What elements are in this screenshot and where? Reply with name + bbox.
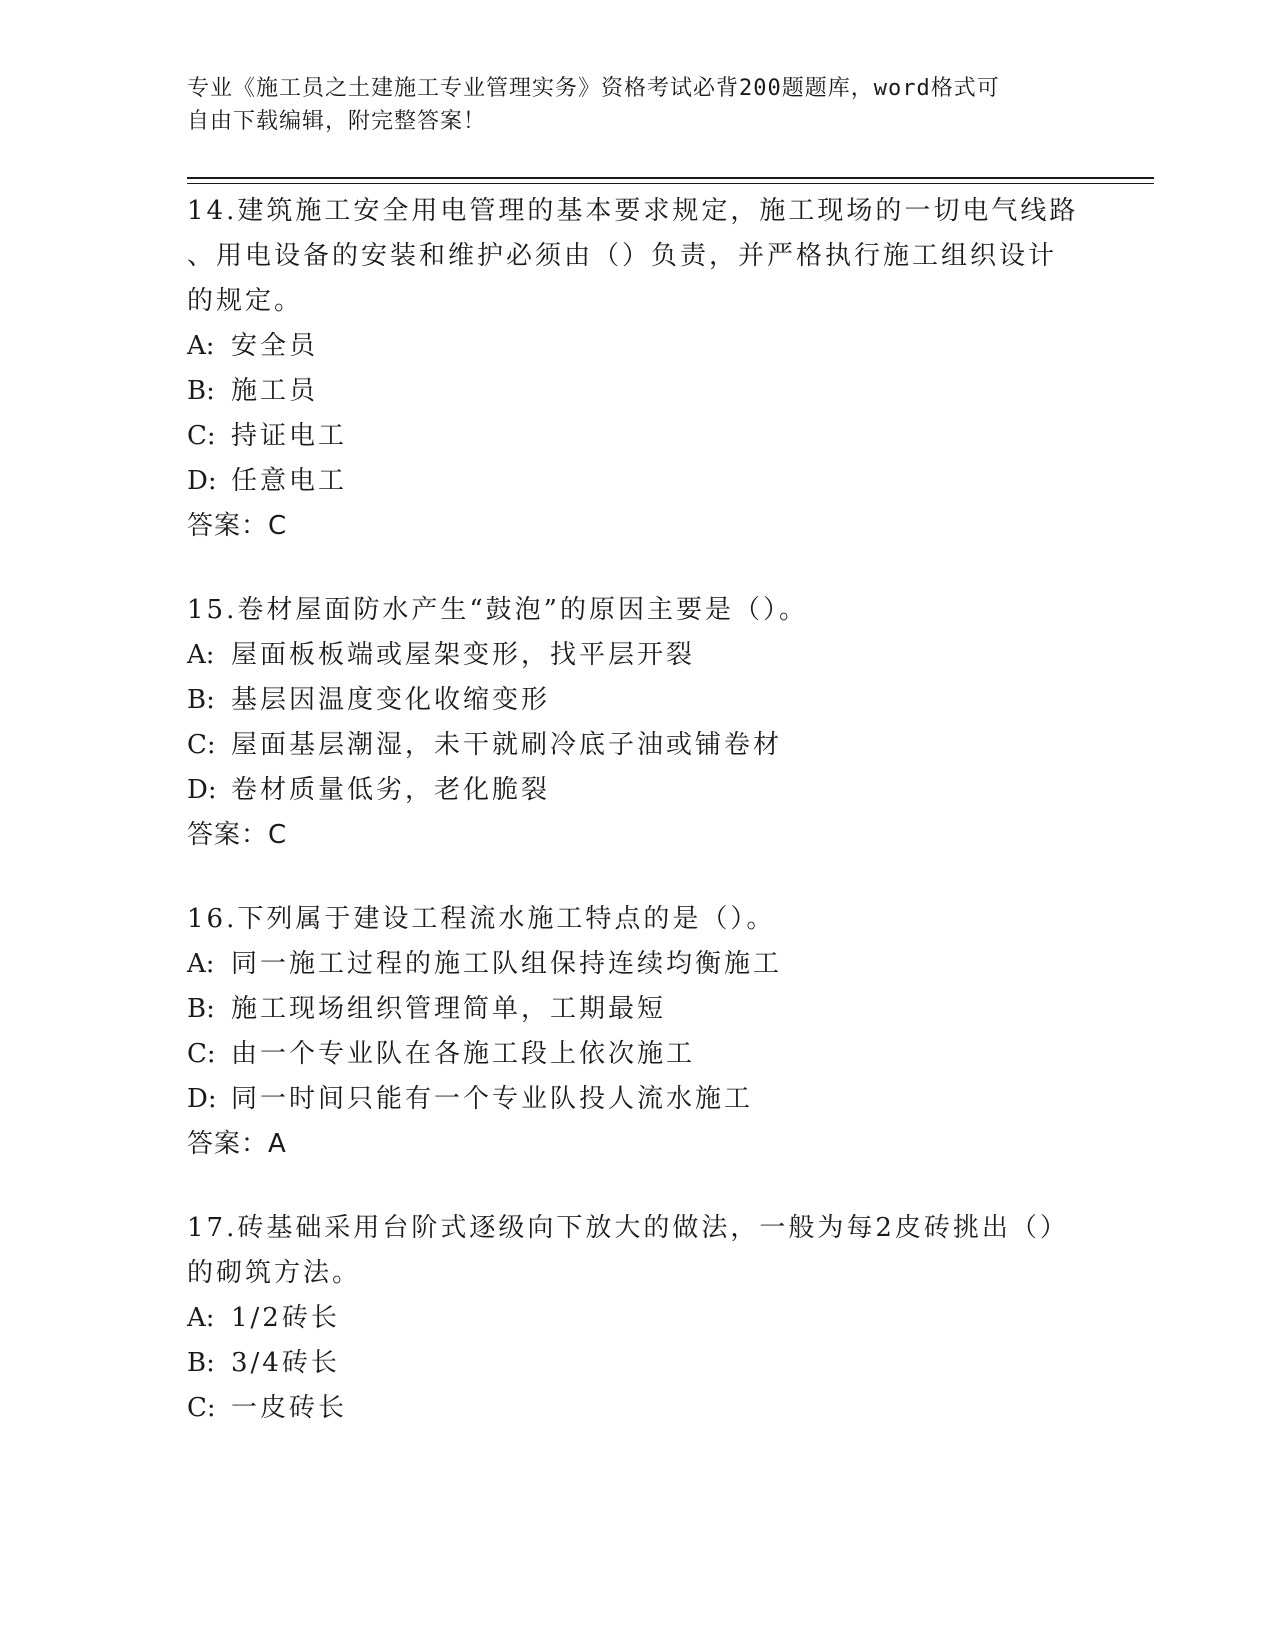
option-b (187, 678, 1087, 723)
question-14 (187, 189, 1087, 549)
option-text: 同一施工过程的施工队组保持连续均衡施工 (231, 949, 783, 979)
document-header (187, 72, 1067, 138)
question-text (187, 897, 1087, 942)
header-divider-thick (187, 177, 1154, 179)
option-text: 一皮砖长 (231, 1393, 348, 1423)
answer-text: 答案：A (187, 1129, 287, 1159)
header-line-1: 专业《施工员之土建施工专业管理实务》资格考试必背200题题库，word格式可 (187, 76, 1000, 101)
option-text: 任意电工 (231, 466, 348, 496)
option-letter: C: (187, 1039, 216, 1069)
question-number: 16. (187, 904, 238, 934)
option-letter: D: (187, 775, 217, 805)
option-text: 持证电工 (231, 421, 348, 451)
option-text: 屋面基层潮湿，未干就刷冷底子油或铺卷材 (231, 730, 783, 760)
option-a (187, 324, 1087, 369)
header-line-2: 自由下载编辑，附完整答案！ (187, 109, 487, 134)
question-17 (187, 1206, 1087, 1431)
answer-text: 答案：C (187, 511, 288, 541)
option-letter: A: (187, 949, 215, 979)
option-b (187, 987, 1087, 1032)
option-letter: A: (187, 331, 215, 361)
option-text: 施工现场组织管理简单，工期最短 (231, 994, 667, 1024)
option-text: 安全员 (231, 331, 319, 361)
question-text (187, 1206, 1087, 1251)
option-d (187, 768, 1087, 813)
question-16 (187, 897, 1087, 1167)
question-line: 卷材屋面防水产生“鼓泡”的原因主要是（）。 (237, 595, 808, 625)
option-text: 卷材质量低劣，老化脆裂 (231, 775, 551, 805)
question-list (187, 189, 1087, 1470)
option-letter: B: (187, 994, 215, 1024)
option-b (187, 369, 1087, 414)
option-c (187, 723, 1087, 768)
question-number: 15. (187, 595, 238, 625)
answer-text: 答案：C (187, 820, 288, 850)
option-c (187, 1386, 1087, 1431)
option-a (187, 942, 1087, 987)
question-text (187, 588, 1087, 633)
option-text: 由一个专业队在各施工段上依次施工 (231, 1039, 696, 1069)
option-b (187, 1341, 1087, 1386)
question-line: 的砌筑方法。 (187, 1258, 362, 1288)
option-letter: A: (187, 1303, 215, 1333)
question-text (187, 189, 1087, 234)
option-text: 施工员 (231, 376, 319, 406)
question-line: 、用电设备的安装和维护必须由（）负责，并严格执行施工组织设计 (187, 241, 1058, 271)
option-c (187, 1032, 1087, 1077)
header-divider-thin (187, 183, 1154, 184)
question-number: 17. (187, 1213, 238, 1243)
option-text: 屋面板板端或屋架变形，找平层开裂 (231, 640, 696, 670)
option-text: 基层因温度变化收缩变形 (231, 685, 551, 715)
question-line: 砖基础采用台阶式逐级向下放大的做法，一般为每2皮砖挑出（） (237, 1213, 1069, 1243)
question-line: 下列属于建设工程流水施工特点的是（）。 (237, 904, 776, 934)
option-text: 3/4砖长 (231, 1348, 340, 1378)
question-line: 建筑施工安全用电管理的基本要求规定，施工现场的一切电气线路 (237, 196, 1079, 226)
option-d (187, 1077, 1087, 1122)
option-letter: D: (187, 466, 217, 496)
option-letter: C: (187, 1393, 216, 1423)
option-letter: D: (187, 1084, 217, 1114)
option-letter: C: (187, 421, 216, 451)
question-15 (187, 588, 1087, 858)
option-letter: B: (187, 376, 215, 406)
option-text: 1/2砖长 (231, 1303, 340, 1333)
option-c (187, 414, 1087, 459)
option-a (187, 633, 1087, 678)
option-letter: C: (187, 730, 216, 760)
option-letter: A: (187, 640, 215, 670)
option-letter: B: (187, 685, 215, 715)
question-line: 的规定。 (187, 286, 304, 316)
option-d (187, 459, 1087, 504)
option-letter: B: (187, 1348, 215, 1378)
option-a (187, 1296, 1087, 1341)
option-text: 同一时间只能有一个专业队投人流水施工 (231, 1084, 754, 1114)
question-number: 14. (187, 196, 238, 226)
